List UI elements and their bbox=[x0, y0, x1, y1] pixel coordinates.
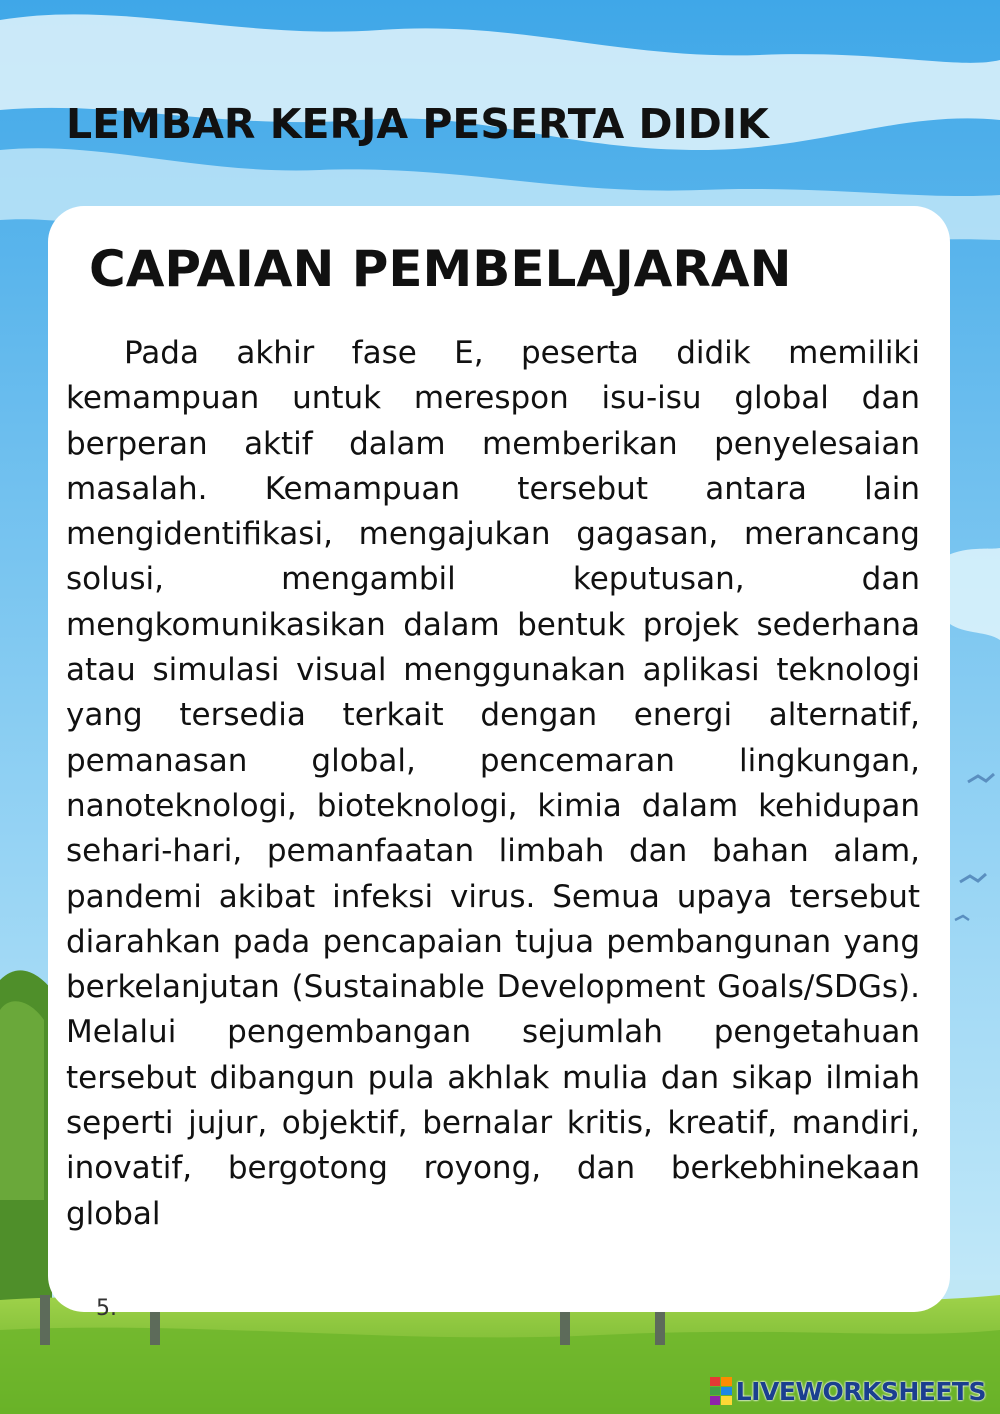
liveworksheets-brand-text: LIVEWORKSHEETS bbox=[735, 1376, 986, 1406]
section-heading: CAPAIAN PEMBELAJARAN bbox=[89, 240, 792, 298]
liveworksheets-brand[interactable] bbox=[710, 1376, 986, 1406]
liveworksheets-logo-icon bbox=[710, 1377, 732, 1405]
worksheet-title: LEMBAR KERJA PESERTA DIDIK bbox=[66, 100, 769, 148]
page-number-mark: 5. bbox=[96, 1296, 117, 1321]
learning-outcome-paragraph: Pada akhir fase E, peserta didik memiliki kemampuan untuk merespon isu-isu global dan berperan aktif dalam memberikan penyelesaian masalah. Kemampuan tersebut antara lain mengidentifikasi, mengajukan gagasan, merancang solusi, mengambil keputusan, dan mengkomunikasikan dalam bentuk projek sederhana atau simulasi visual menggunakan aplikasi teknologi yang tersedia terkait dengan energi alternatif, pemanasan global, pencemaran lingkungan, nanoteknologi, bioteknologi, kimia dalam kehidupan sehari-hari, pemanfaatan limbah dan bahan alam, pandemi akibat infeksi virus. Semua upaya tersebut diarahkan pada pencapaian tujua pembangunan yang berkelanjutan (Sustainable Development Goals/SDGs). Melalui pengembangan sejumlah pengetahuan tersebut dibangun pula akhlak mulia dan sikap ilmiah seperti jujur, objektif, bernalar kritis, kreatif, mandiri, inovatif, bergotong royong, dan berkebhinekaan global bbox=[66, 335, 920, 1232]
